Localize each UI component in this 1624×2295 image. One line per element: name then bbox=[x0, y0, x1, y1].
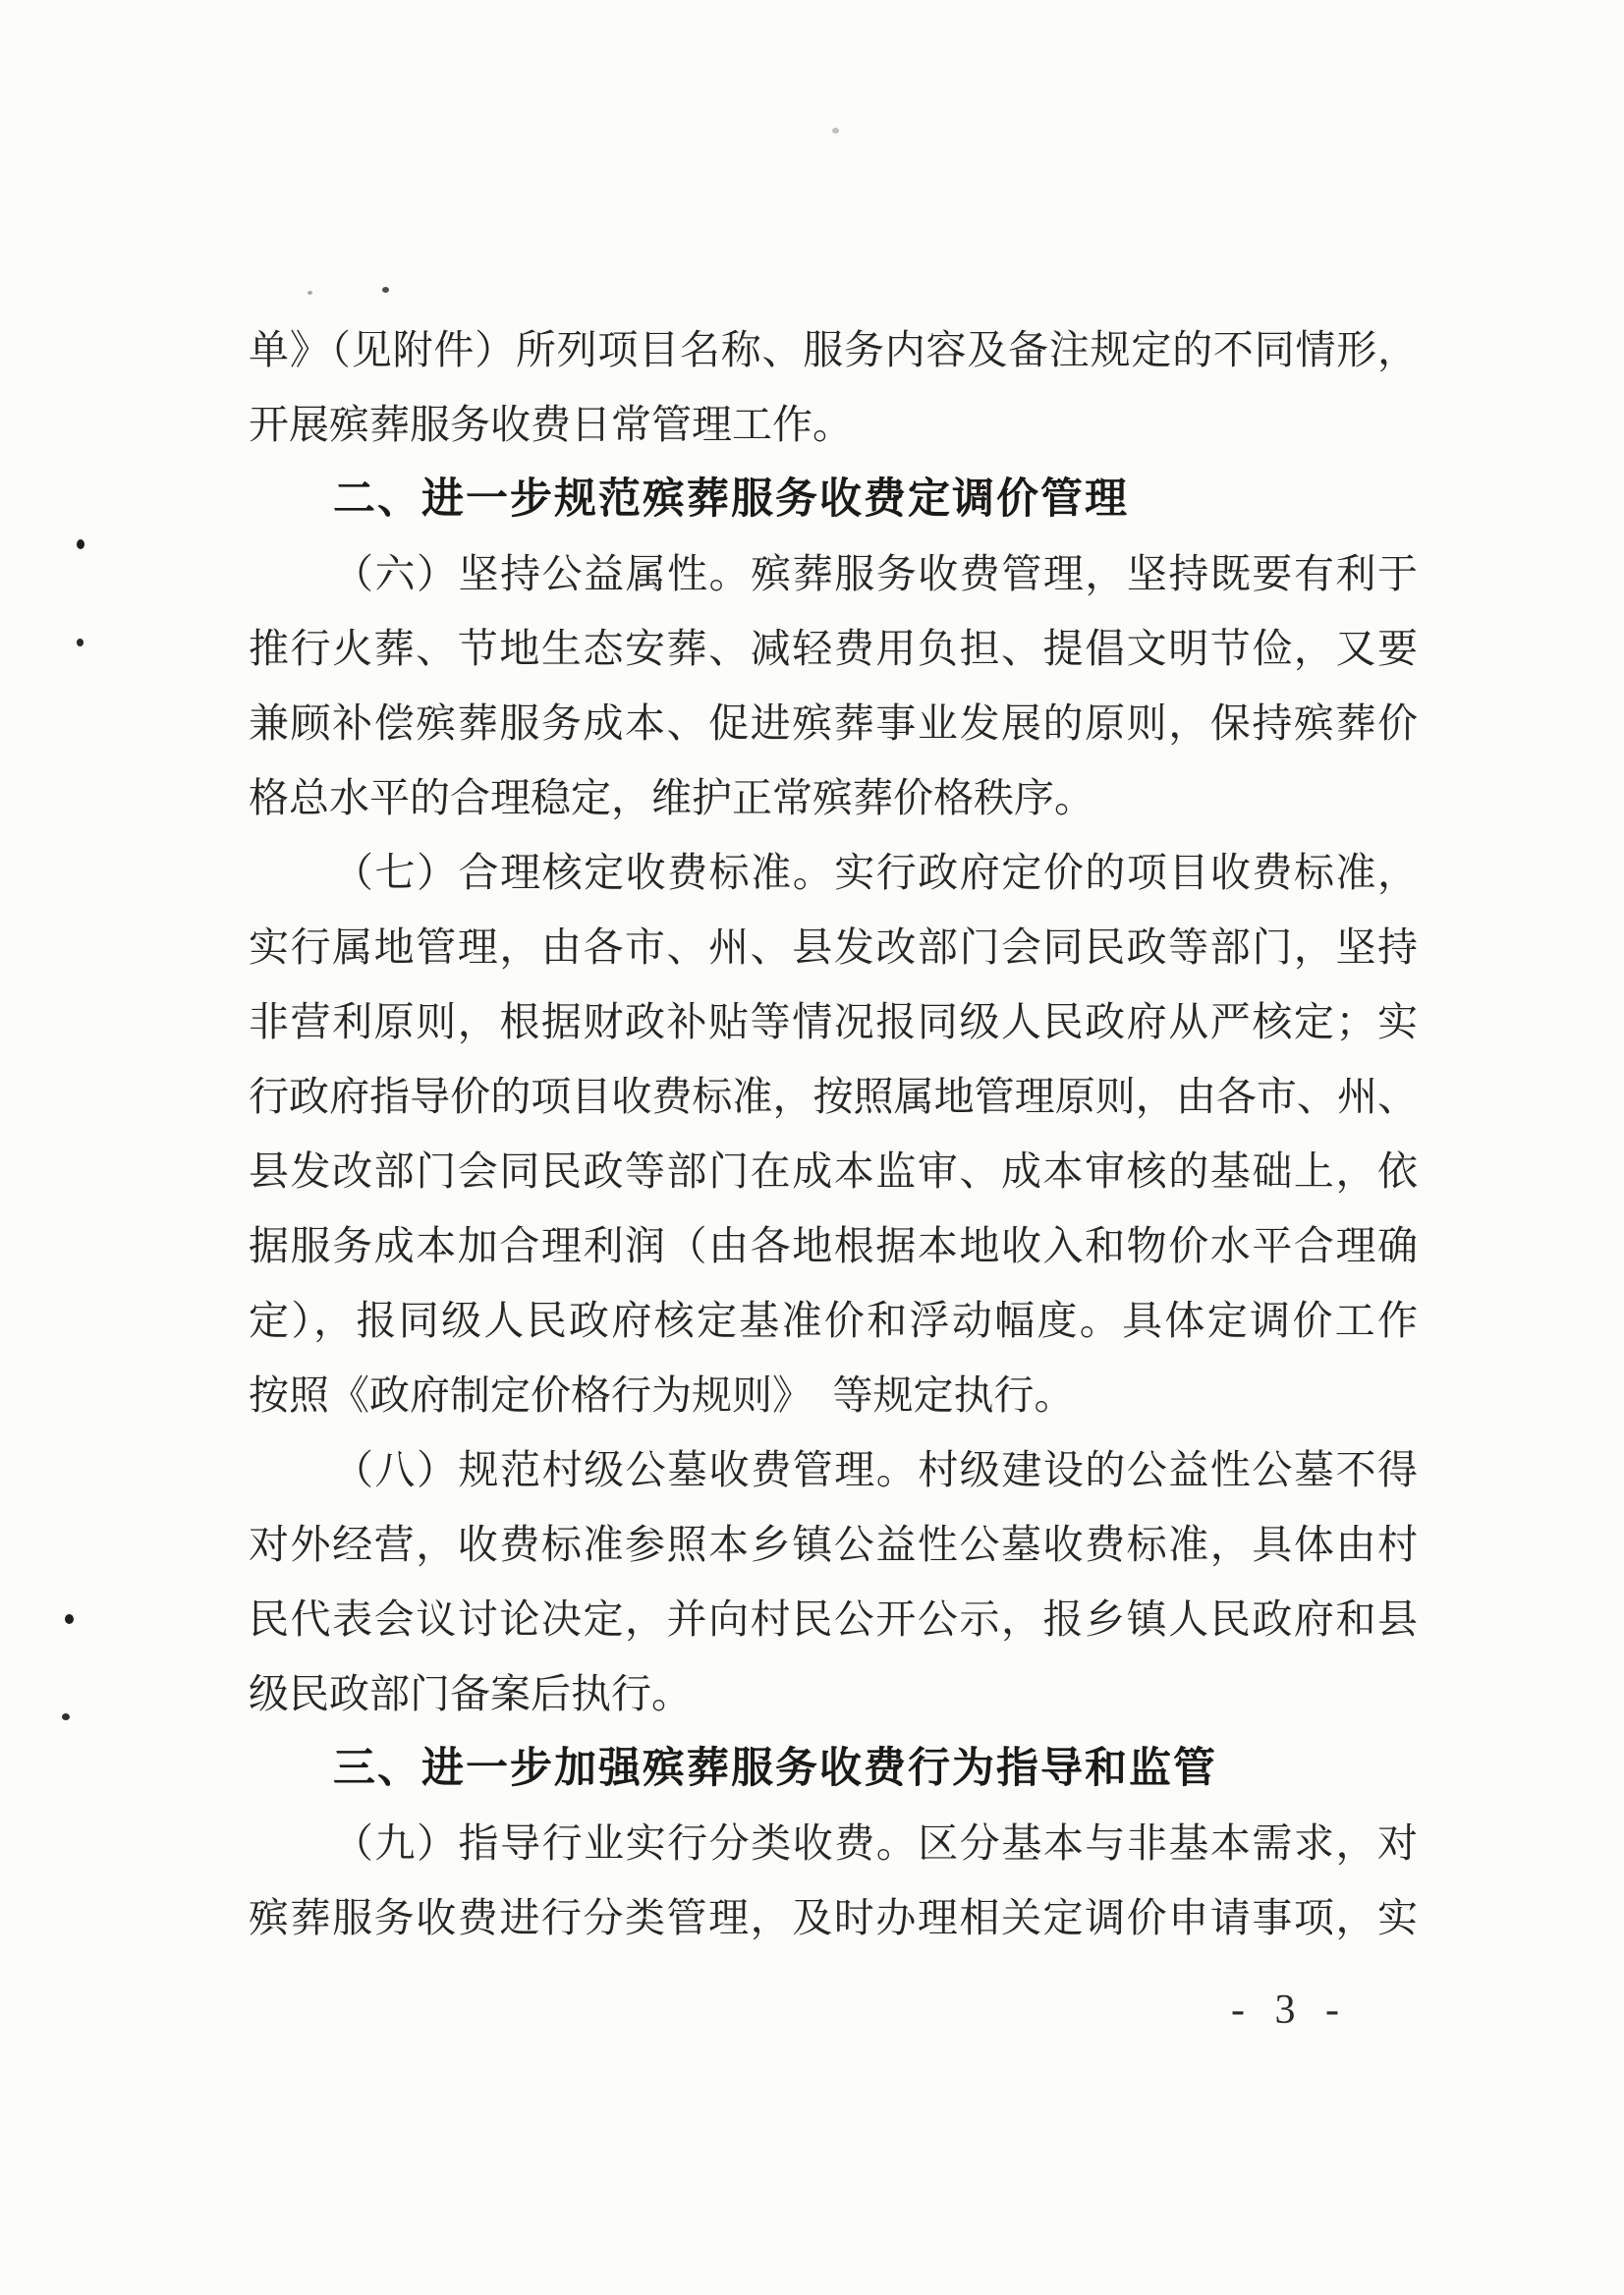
scan-speck bbox=[308, 291, 312, 295]
text-line: 据服务成本加合理利润（由各地根据本地收入和物价水平合理确 bbox=[249, 1223, 1418, 1268]
text-line: （六）坚持公益属性。殡葬服务收费管理，坚持既要有利于 bbox=[333, 551, 1418, 596]
text-line: 推行火葬、节地生态安葬、减轻费用负担、提倡文明节俭，又要 bbox=[249, 626, 1418, 671]
text-line: 开展殡葬服务收费日常管理工作。 bbox=[249, 402, 853, 447]
text-line: 民代表会议讨论决定，并向村民公开公示，报乡镇人民政府和县 bbox=[249, 1596, 1418, 1642]
text-line: （九）指导行业实行分类收费。区分基本与非基本需求，对 bbox=[333, 1820, 1418, 1866]
page-number: - 3 - bbox=[1231, 1987, 1349, 2033]
text-line: 按照《政府制定价格行为规则》 等规定执行。 bbox=[249, 1372, 1075, 1418]
text-line: 格总水平的合理稳定，维护正常殡葬价格秩序。 bbox=[249, 775, 1094, 820]
document-body bbox=[249, 312, 1418, 1955]
heading-line: 三、进一步加强殡葬服务收费行为指导和监管 bbox=[333, 1745, 1217, 1792]
heading-line: 二、进一步规范殡葬服务收费定调价管理 bbox=[333, 476, 1129, 523]
text-line: 定），报同级人民政府核定基准价和浮动幅度。具体定调价工作 bbox=[249, 1298, 1418, 1343]
text-line: 殡葬服务收费进行分类管理，及时办理相关定调价申请事项，实 bbox=[249, 1895, 1418, 1940]
text-line: （八）规范村级公墓收费管理。村级建设的公益性公墓不得 bbox=[333, 1447, 1418, 1492]
text-line: 非营利原则，根据财政补贴等情况报同级人民政府从严核定；实 bbox=[249, 999, 1418, 1044]
text-line: 兼顾补偿殡葬服务成本、促进殡葬事业发展的原则，保持殡葬价 bbox=[249, 700, 1418, 746]
text-line: 县发改部门会同民政等部门在成本监审、成本审核的基础上，依 bbox=[249, 1148, 1418, 1194]
scan-speck bbox=[62, 1713, 70, 1720]
scan-speck bbox=[65, 1614, 74, 1624]
text-line: 单》（见附件）所列项目名称、服务内容及备注规定的不同情形， bbox=[249, 327, 1418, 372]
text-line: 行政府指导价的项目收费标准，按照属地管理原则，由各市、州、 bbox=[249, 1074, 1418, 1119]
text-line: 级民政部门备案后执行。 bbox=[249, 1671, 692, 1716]
text-line: （七）合理核定收费标准。实行政府定价的项目收费标准， bbox=[333, 850, 1418, 895]
scan-speck bbox=[832, 128, 839, 134]
scan-speck bbox=[77, 539, 84, 549]
scan-speck bbox=[382, 287, 389, 293]
text-line: 实行属地管理，由各市、州、县发改部门会同民政等部门，坚持 bbox=[249, 924, 1418, 970]
scan-speck bbox=[77, 639, 84, 646]
text-line: 对外经营，收费标准参照本乡镇公益性公墓收费标准，具体由村 bbox=[249, 1522, 1418, 1567]
